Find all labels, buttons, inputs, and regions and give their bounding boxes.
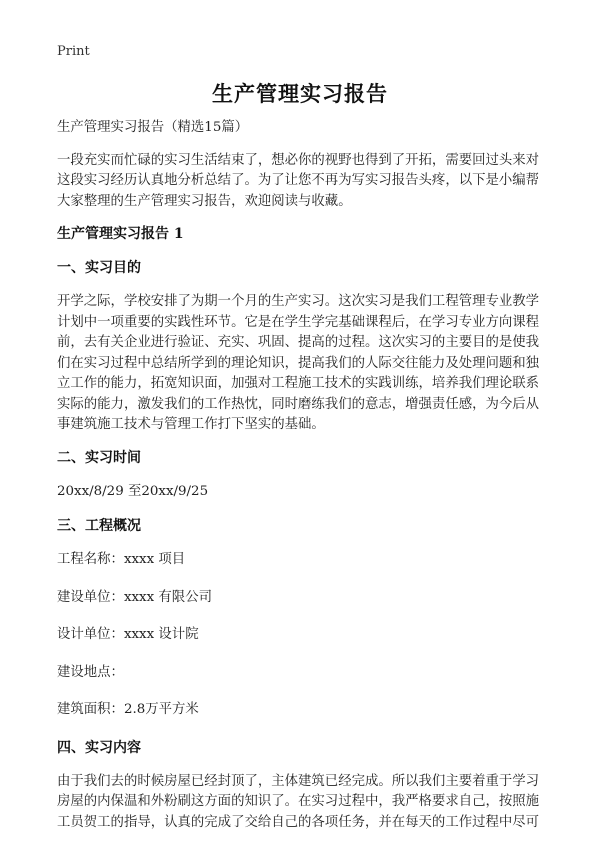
section-heading-overview: 三、工程概况 — [57, 518, 141, 534]
document-body — [57, 118, 543, 845]
build-location: 建设地点： — [57, 664, 124, 680]
intro-paragraph: 一段充实而忙碌的实习生活结束了，想必你的视野也得到了开拓，需要回过头来对这段实习经历认真地分析总结了。为了让您不再为写实习报告头疼，以下是小编帮大家整理的生产管理实习报告，欢迎阅读与收藏。 — [57, 152, 540, 209]
section-heading-content: 四、实习内容 — [57, 739, 141, 756]
page-title: 生产管理实习报告 — [212, 81, 388, 106]
purpose-paragraph: 开学之际，学校安排了为期一个月的生产实习。这次实习是我们工程管理专业教学计划中一项重要的实践性环节。它是在学生学完基础课程后，在学习专业方向课程前，去有关企业进行验证、充实、巩固、提高的过程。这次实习的主要目的是使我们在实习过程中总结所学到的理论知识，提高我们的人际交往能力及处理问题和独立工作的能力，拓宽知识面，加强对工程施工技术的实践训练，培养我们理论联系实际的能力，激发我们的工作热忱，同时磨练我们的意志，增强责任感，为今后从事建筑施工技术与管理工作打下坚实的基础。 — [57, 294, 540, 432]
builder-unit: 建设单位：xxxx 有限公司 — [57, 589, 212, 605]
design-unit: 设计单位：xxxx 设计院 — [57, 627, 199, 642]
document-subtitle: 生产管理实习报告（精选15篇） — [57, 120, 249, 135]
print-link[interactable]: Print — [57, 44, 90, 59]
time-paragraph: 20xx/8/29 至20xx/9/25 — [57, 483, 209, 499]
build-area: 建筑面积：2.8万平方米 — [57, 702, 199, 717]
project-name: 工程名称：xxxx 项目 — [57, 552, 186, 567]
report-heading: 生产管理实习报告 1 — [57, 226, 184, 242]
section-heading-time: 二、实习时间 — [57, 449, 141, 466]
section-heading-purpose: 一、实习目的 — [57, 260, 141, 276]
content-paragraph: 由于我们去的时候房屋已经封顶了，主体建筑已经完成。所以我们主要着重于学习房屋的内保温和外粉刷这方面的知识了。在实习过程中，我严格要求自己，按照施工员贺工的指导，认真的完成了交给自己的各项任务，并在每天的工作过程中尽可 — [57, 773, 540, 830]
